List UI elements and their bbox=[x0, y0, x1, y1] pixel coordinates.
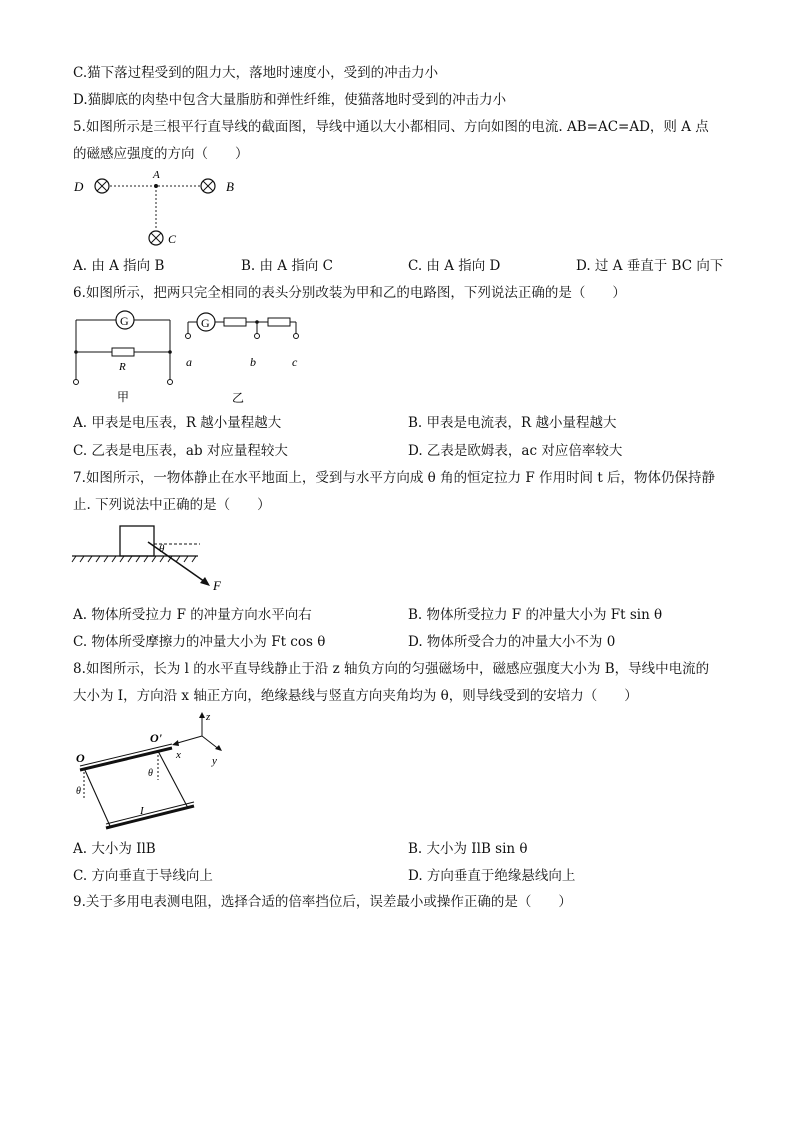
q5-option-a: A. 由 A 指向 B bbox=[73, 258, 165, 274]
label-b: B bbox=[226, 179, 234, 194]
q8-stem-line1: 8.如图所示，长为 l 的水平直导线静止于沿 z 轴负方向的匀强磁场中，磁感应强度大小为 B，导线中电流的 bbox=[73, 661, 710, 677]
wire-b-cross-icon bbox=[201, 179, 215, 193]
point-o-prime-label: O' bbox=[150, 731, 162, 745]
current-i-label: I bbox=[140, 805, 144, 817]
theta-right-label: θ bbox=[148, 768, 153, 779]
q7-stem-line2: 止. 下列说法中正确的是（ ） bbox=[73, 497, 271, 513]
q6-option-a: A. 甲表是电压表，R 越小量程越大 bbox=[73, 415, 282, 431]
label-c: C bbox=[168, 232, 177, 246]
theta-left-label: θ bbox=[76, 786, 81, 797]
q6-option-c: C. 乙表是电压表，ab 对应量程较大 bbox=[73, 443, 288, 459]
q7-option-a: A. 物体所受拉力 F 的冲量方向水平向右 bbox=[73, 607, 312, 623]
q7-option-c: C. 物体所受摩擦力的冲量大小为 Ft cos θ bbox=[73, 634, 326, 650]
q8-option-b: B. 大小为 IlB sin θ bbox=[408, 841, 528, 857]
terminal-b: b bbox=[250, 355, 256, 369]
label-d: D bbox=[74, 179, 84, 194]
yi-label: 乙 bbox=[232, 391, 245, 405]
axis-y-label: y bbox=[212, 755, 217, 767]
q6-stem-line1: 6.如图所示，把两只完全相同的表头分别改装为甲和乙的电路图，下列说法正确的是（ ） bbox=[73, 285, 626, 301]
q5-option-d: D. 过 A 垂直于 BC 向下 bbox=[576, 258, 724, 274]
q5-option-c: C. 由 A 指向 D bbox=[408, 258, 501, 274]
q7-option-d: D. 物体所受合力的冲量大小不为 0 bbox=[408, 634, 616, 650]
point-o-label: O bbox=[76, 751, 85, 765]
axis-x-label: x bbox=[176, 749, 181, 761]
axis-z-label: z bbox=[206, 711, 211, 723]
wire-d-cross-icon bbox=[95, 179, 109, 193]
q5-stem-line2: 的磁感应强度的方向（ ） bbox=[73, 146, 249, 162]
q5-stem-line1: 5.如图所示是三根平行直导线的截面图，导线中通以大小都相同、方向如图的电流. AB=AC=AD，则 A 点 bbox=[73, 119, 709, 135]
force-arrow-icon bbox=[200, 577, 210, 586]
q9-stem-line1: 9.关于多用电表测电阻，选择合适的倍率挡位后，误差最小或操作正确的是（ ） bbox=[73, 894, 572, 910]
q7-option-b: B. 物体所受拉力 F 的冲量大小为 Ft sin θ bbox=[408, 607, 663, 623]
q4-option-d: D.猫脚底的肉垫中包含大量脂肪和弹性纤维，使猫落地时受到的冲击力小 bbox=[73, 92, 507, 108]
q8-option-d: D. 方向垂直于绝缘悬线向上 bbox=[408, 868, 576, 884]
q6-figure bbox=[72, 308, 312, 404]
q4-option-c: C.猫下落过程受到的阻力大，落地时速度小，受到的冲击力小 bbox=[73, 65, 439, 81]
yi-g-label: G bbox=[201, 316, 210, 330]
q5-figure bbox=[72, 168, 232, 252]
xyz-axes-icon bbox=[174, 714, 220, 750]
wire-c-cross-icon bbox=[149, 231, 163, 245]
q8-option-c: C. 方向垂直于导线向上 bbox=[73, 868, 213, 884]
theta-label: θ bbox=[159, 543, 165, 555]
q6-option-b: B. 甲表是电流表，R 越小量程越大 bbox=[408, 415, 617, 431]
resistor-r-label: R bbox=[119, 361, 126, 373]
q8-figure bbox=[72, 710, 242, 836]
q7-figure bbox=[72, 522, 232, 596]
q5-option-b: B. 由 A 指向 C bbox=[241, 258, 333, 274]
q6-option-d: D. 乙表是欧姆表，ac 对应倍率较大 bbox=[408, 443, 623, 459]
q8-stem-line2: 大小为 I，方向沿 x 轴正方向，绝缘悬线与竖直方向夹角均为 θ，则导线受到的安培力（ ） bbox=[73, 688, 638, 704]
force-label: F bbox=[213, 578, 221, 593]
q7-stem-line1: 7.如图所示，一物体静止在水平地面上，受到与水平方向成 θ 角的恒定拉力 F 作用时间 t 后，物体仍保持静 bbox=[73, 470, 716, 486]
jia-g-label: G bbox=[120, 314, 129, 328]
terminal-c: c bbox=[292, 355, 298, 369]
terminal-a: a bbox=[186, 355, 192, 369]
label-a: A bbox=[153, 169, 160, 181]
jia-label: 甲 bbox=[117, 390, 130, 404]
q8-option-a: A. 大小为 IlB bbox=[73, 841, 156, 857]
